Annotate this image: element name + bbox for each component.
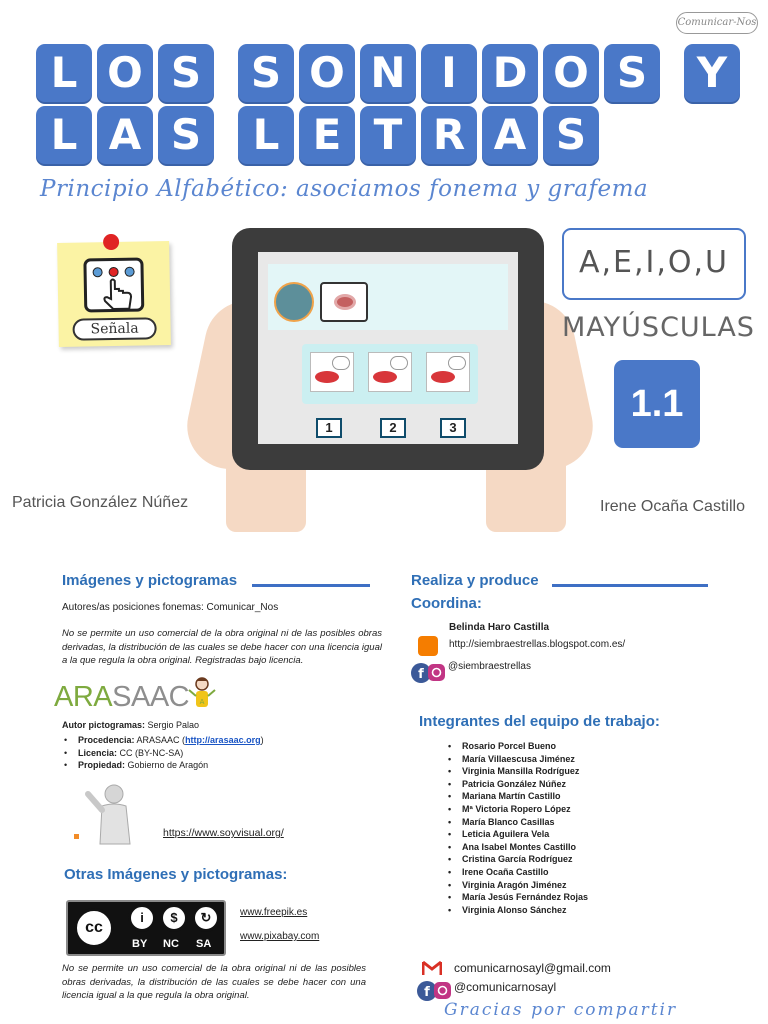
title-letter-tile: R [421, 106, 477, 164]
team-member: • Mª Victoria Ropero López [448, 803, 588, 816]
point-pictogram-icon [83, 257, 144, 312]
team-member: • Irene Ocaña Castillo [448, 866, 588, 879]
svg-text:A: A [199, 698, 205, 706]
nc-icon: $ [160, 904, 188, 932]
team-member: • Leticia Aguilera Vela [448, 828, 588, 841]
gmail-icon [422, 960, 442, 976]
team-member: • Virginia Aragón Jiménez [448, 879, 588, 892]
arasaac-logo: ARASAAC [54, 681, 190, 713]
author-right: Irene Ocaña Castillo [600, 498, 745, 515]
team-member: • Patricia González Núñez [448, 778, 588, 791]
title-letter-tile: L [238, 106, 294, 164]
sa-icon: ↻ [192, 904, 220, 932]
soyvisual-avatar-icon [74, 782, 140, 846]
point-sticky-note [57, 241, 171, 347]
coordinate-heading: Coordina: [411, 595, 482, 612]
soyvisual-link[interactable]: https://www.soyvisual.org/ [163, 827, 284, 839]
arasaac-mascot-icon [186, 676, 218, 712]
title-letter-tile: L [36, 106, 92, 164]
title-letter-tile: S [158, 44, 214, 102]
team-list [448, 740, 588, 916]
team-member: • Virginia Alonso Sánchez [448, 904, 588, 917]
title-letter-tile: Y [684, 44, 740, 102]
cc-by-nc-sa-badge: cc i $ ↻ BY NC SA [66, 900, 226, 956]
title-letter-tile: O [97, 44, 153, 102]
arasaac-link[interactable]: http://arasaac.org [185, 735, 261, 745]
social-handle[interactable]: @siembraestrellas [448, 661, 531, 672]
case-label: MAYÚSCULAS [562, 312, 755, 343]
title-letter-tile: S [158, 106, 214, 164]
team-member: • María Blanco Casillas [448, 816, 588, 829]
team-member: • Ana Isabel Montes Castillo [448, 841, 588, 854]
contact-email[interactable]: comunicarnosayl@gmail.com [454, 961, 611, 975]
tablet-screen [258, 252, 518, 444]
option-number-1[interactable]: 1 [316, 418, 342, 438]
answer-options [302, 344, 478, 404]
listen-icon[interactable] [274, 282, 314, 322]
author-left: Patricia González Núñez [12, 494, 189, 511]
option-number-3[interactable]: 3 [440, 418, 466, 438]
mouth-o-pictogram [320, 282, 368, 322]
title-letter-tile: L [36, 44, 92, 102]
point-label: Señala [72, 317, 156, 340]
team-member: • Mariana Martín Castillo [448, 790, 588, 803]
freepik-link[interactable]: www.freepik.es [240, 907, 308, 918]
title-line-1 [36, 44, 740, 102]
license-text-2: No se permite un uso comercial de la obra original ni de las posibles obras derivadas, la distribución de las cuales se debe hacer con una licencia igual a la que regula la obra original. [62, 963, 366, 1001]
authors-line: Autores/as posiciones fonemas: Comunicar_Nos [62, 602, 279, 613]
option-card-1[interactable] [310, 352, 354, 392]
blogger-icon [418, 636, 438, 656]
team-member: • María Villaescusa Jiménez [448, 753, 588, 766]
team-member: • Cristina García Rodríguez [448, 853, 588, 866]
contact-social[interactable]: @comunicarnosayl [454, 980, 557, 994]
blog-link[interactable]: http://siembraestrellas.blogspot.com.es/ [449, 639, 626, 650]
pushpin-icon [103, 234, 119, 250]
produce-divider [552, 584, 708, 587]
option-number-2[interactable]: 2 [380, 418, 406, 438]
thanks-signature: Gracias por compartir [444, 1000, 678, 1020]
team-member: • Virginia Mansilla Rodríguez [448, 765, 588, 778]
level-badge: 1.1 [614, 360, 700, 448]
facebook-instagram-icon [410, 662, 446, 684]
cc-icon: cc [74, 908, 114, 948]
title-letter-tile: A [482, 106, 538, 164]
title-letter-tile: S [604, 44, 660, 102]
title-spacer [219, 106, 233, 164]
title-line-2 [36, 106, 599, 164]
title-letter-tile: O [299, 44, 355, 102]
option-card-2[interactable] [368, 352, 412, 392]
svg-text:f: f [424, 985, 430, 1000]
title-letter-tile: E [299, 106, 355, 164]
other-images-heading: Otras Imágenes y pictogramas: [64, 866, 288, 883]
svg-text:f: f [418, 667, 424, 682]
team-member: • Rosario Porcel Bueno [448, 740, 588, 753]
team-member: • María Jesús Fernández Rojas [448, 891, 588, 904]
detail-owner: • Propiedad: Gobierno de Aragón [64, 759, 264, 772]
detail-license: • Licencia: CC (BY-NC-SA) [64, 747, 264, 760]
title-letter-tile: S [238, 44, 294, 102]
title-letter-tile: S [543, 106, 599, 164]
vowels-box: A,E,I,O,U [562, 228, 746, 300]
picto-author: Autor pictogramas: Sergio Palao [62, 720, 200, 730]
images-heading: Imágenes y pictogramas [62, 572, 238, 589]
title-letter-tile: A [97, 106, 153, 164]
tablet [232, 228, 544, 470]
title-spacer [665, 44, 679, 102]
facebook-instagram-icon [416, 980, 452, 1002]
subtitle: Principio Alfabético: asociamos fonema y grafema [40, 176, 649, 202]
by-icon: i [128, 904, 156, 932]
title-letter-tile: T [360, 106, 416, 164]
title-letter-tile: N [360, 44, 416, 102]
license-text-1: No se permite un uso comercial de la obra original ni de las posibles obras derivadas, la distribución de las cuales se debe hacer con una licencia igual a la que regula la obra original. Registradas bajo licencia. [62, 628, 382, 666]
option-card-3[interactable] [426, 352, 470, 392]
arasaac-details [64, 734, 264, 772]
title-letter-tile: D [482, 44, 538, 102]
produce-heading: Realiza y produce [411, 572, 539, 589]
team-heading: Integrantes del equipo de trabajo: [419, 713, 660, 730]
coordinator-name: Belinda Haro Castilla [449, 622, 550, 633]
brand-logo: Comunicar-Nos [676, 12, 758, 34]
title-letter-tile: I [421, 44, 477, 102]
images-divider [252, 584, 370, 587]
title-spacer [219, 44, 233, 102]
detail-origin: • Procedencia: ARASAAC (http://arasaac.org) [64, 734, 264, 747]
title-letter-tile: O [543, 44, 599, 102]
pixabay-link[interactable]: www.pixabay.com [240, 931, 320, 942]
